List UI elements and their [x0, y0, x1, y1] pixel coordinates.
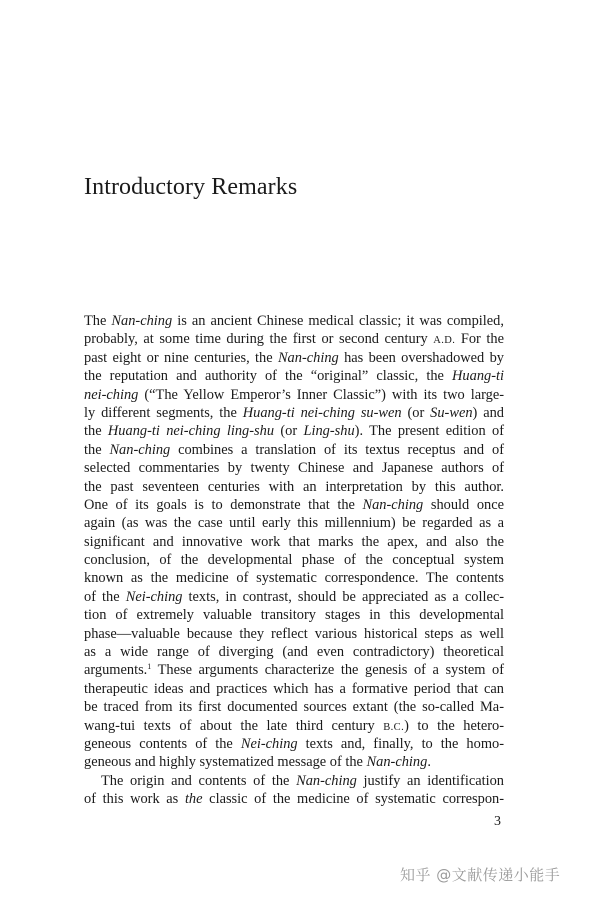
text-line: again (as was the case until early this millennium) be regarded as a [84, 515, 504, 532]
text-line: conclusion, of the developmental phase of the conceptual system [84, 552, 504, 569]
italic-term: Nei-ching [240, 735, 298, 752]
italic-term: Nan-ching [362, 496, 424, 513]
italic-term: Ling-shu [303, 423, 355, 440]
italic-term: Nan-ching [111, 313, 173, 329]
text-line: tion of extremely valuable transitory stages in this developmental [84, 607, 504, 624]
text-line: phase—valuable because they reflect various historical steps as well [84, 625, 504, 642]
watermark: 知乎 @文献传递小能手 [400, 866, 561, 884]
text-line: One of its goals is to demonstrate that the Nan-ching should once [84, 496, 504, 513]
text-line: probably, at some time during the first or second century A.D. For the [84, 331, 504, 348]
italic-term: Nan-ching [296, 772, 357, 789]
small-caps-era: A.D. [433, 335, 456, 347]
text-line: geneous contents of the Nei-ching texts and, finally, to the homo- [84, 735, 504, 752]
chapter-title: Introductory Remarks [84, 174, 298, 200]
italic-term: nei-ching [84, 386, 139, 403]
text-line: as a wide range of diverging (and even contradictory) theoretical [84, 644, 504, 661]
text-line: the reputation and authority of the “original” classic, the Huang-ti [84, 368, 504, 385]
text-line: The origin and contents of the Nan-ching justify an identification [101, 772, 504, 789]
text-line: of this work as the classic of the medicine of systematic correspon- [84, 791, 504, 808]
italic-term: Su-wen [430, 404, 473, 421]
italic-term: the [184, 791, 203, 808]
text-line: past eight or nine centuries, the Nan-ching has been overshadowed by [84, 349, 504, 366]
text-line: selected commentaries by twenty Chinese and Japanese authors of [84, 460, 504, 477]
italic-term: Nan-ching [109, 441, 171, 458]
text-line: arguments.$^1$ These arguments characterize the genesis of a system of [84, 662, 504, 679]
text-line: wang-tui texts of about the late third century B.C.) to the hetero- [84, 717, 505, 734]
text-line: known as the medicine of systematic correspondence. The contents [84, 570, 504, 587]
italic-term: Nei-ching [125, 588, 183, 605]
text-line: therapeutic ideas and practices which has a formative period that can [84, 680, 504, 697]
text-line: the past seventeen centuries with an interpretation by this author. [84, 478, 504, 495]
italic-term: Nan-ching [366, 754, 428, 771]
text-line: ly different segments, the Huang-ti nei-ching su-wen (or Su-wen) and [84, 404, 504, 421]
body-paragraphs [84, 312, 504, 809]
footnote-marker: 1 [147, 662, 152, 672]
text-line: the Nan-ching combines a translation of its textus receptus and of [84, 441, 504, 458]
page-number: 3 [494, 814, 501, 829]
text-line: of the Nei-ching texts, in contrast, should be appreciated as a collec- [84, 588, 505, 605]
text-line: nei-ching (“The Yellow Emperor’s Inner Classic”) with its two large- [84, 386, 504, 403]
text-line: The Nan-ching is an ancient Chinese medical classic; it was compiled, [84, 313, 504, 329]
text-line: be traced from its first documented sources extant (the so-called Ma- [84, 699, 504, 716]
italic-term: Huang-ti [452, 368, 504, 385]
small-caps-era: B.C. [383, 721, 405, 733]
italic-term: Huang-ti nei-ching ling-shu [107, 423, 275, 440]
italic-term: Huang-ti nei-ching su-wen [242, 404, 402, 421]
text-line: geneous and highly systematized message of the Nan-ching. [84, 754, 431, 771]
text-line: the Huang-ti nei-ching ling-shu (or Ling-shu). The present edition of [84, 423, 504, 440]
text-line: significant and innovative work that marks the apex, and also the [84, 533, 504, 550]
italic-term: Nan-ching [277, 349, 339, 366]
